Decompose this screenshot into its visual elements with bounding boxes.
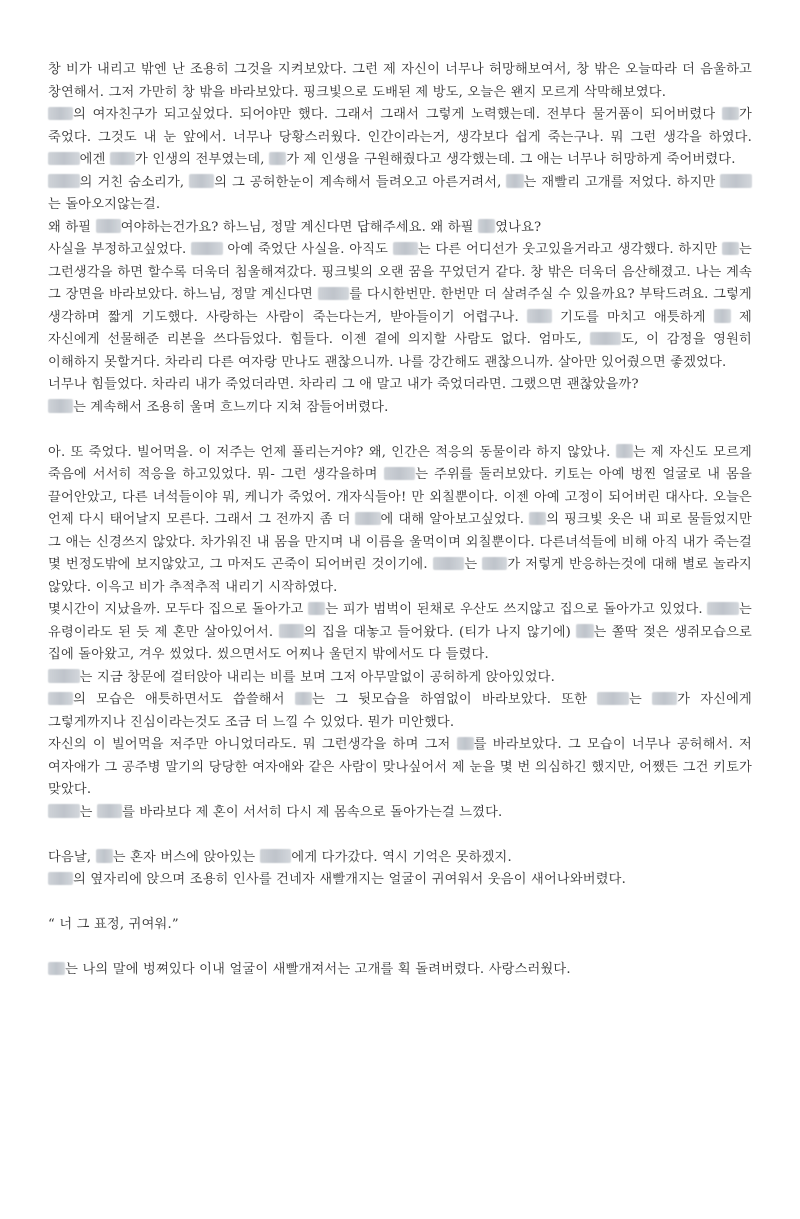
redacted-name [393,242,418,256]
redacted-name [48,152,80,166]
paragraph: 몇시간이 지났을까. 모두다 집으로 돌아가고 는 피가 범벅이 된채로 우산도 쓰지않고 집으로 돌아가고 있었다. 는 유령이라도 된 듯 제 혼만 살아있어서. 의 집을 대놓고 들어왔다. (티가 나지 않기에) 는 쫄딱 젖은 생쥐모습으로 집에 돌아왔고, 겨우 씼었다. 씼으면서도 어찌나 울던지 밖에서도 다 들렸다. [48,602,752,662]
redacted-name [48,107,73,121]
redacted-name [48,669,80,683]
redacted-name [478,219,495,233]
redacted-name [48,692,73,706]
paragraph-gap [48,824,752,847]
paragraph: 의 옆자리에 앉으며 조용히 인사를 건네자 새빨개지는 얼굴이 귀여워서 웃음이 새어나와버렸다. [48,869,752,892]
redacted-name [597,692,629,706]
paragraph: 는 계속해서 조용히 울며 흐느끼다 지쳐 잠들어버렸다. [48,397,752,420]
paragraph: 사실을 부정하고싶었다. 아예 죽었단 사실을. 아직도 는 다른 어디선가 웃고있을거라고 생각했다. 하지만 는 그런생각을 하면 할수록 더욱더 침울해져갔다. 핑크빛의 오랜 꿈을 꾸었던거 같다. 창 밖은 더욱더 음산해졌고. 나는 계속 그 장면을 바라보았다. 하느님, 정말 계신다면 를 다시한번만. 한번만 더 살려주실 수 있을까요? 부탁드려요. 그렇게 생각하며 짧게 기도했다. 사랑하는 사람이 죽는다는거, 받아들이기 어렵구나. 기도를 마치고 애틋하게 제 자신에게 선물해준 리본을 쓰다듬었다. 힘들다. 이젠 곁에 의지할 사람도 없다. 엄마도, 도, 이 감정을 영원히 이해하지 못할거다. 차라리 다른 여자랑 만나도 괜찮으니까. 나를 강간해도 괜찮으니까. 살아만 있어줬으면 좋겠었다. [48,242,752,370]
redacted-name [707,602,739,616]
paragraph: 자신의 이 빌어먹을 저주만 아니었더라도. 뭐 그런생각을 하며 그저 를 바라보았다. 그 모습이 너무나 공허해서. 저 여자애가 그 공주병 말기의 당당한 여자애와 같은 사람이 맞나싶어서 제 눈을 몇 번 의심하긴 했지만, 어쨌든 그건 키토가 맞았다. [48,737,752,797]
paragraph: 창 비가 내리고 밖엔 난 조용히 그것을 지켜보았다. 그런 제 자신이 너무나 허망해보여서, 창 밖은 오늘따라 더 음울하고 창연해서. 그저 가만히 창 밖을 바라보았다. 핑크빛으로 도배된 제 방도, 오늘은 왠지 모르게 삭막해보였다. [48,62,752,100]
redacted-name [529,512,546,526]
redacted-name [96,219,121,233]
redacted-name [48,872,73,886]
redacted-name [527,309,552,323]
redacted-name [269,152,286,166]
redacted-name [191,242,223,256]
redacted-name [576,624,593,638]
paragraph: 의 모습은 애틋하면서도 씁쓸해서 는 그 뒷모습을 하염없이 바라보았다. 또한 는 가 자신에게 그렇게까지나 진심이라는것도 조금 더 느낄 수 있었다. 뭔가 미안했다. [48,692,752,730]
paragraph-gap [48,892,752,915]
redacted-name [616,444,633,458]
paragraph: “ 너 그 표정, 귀여워.” [48,917,179,932]
redacted-name [48,399,73,413]
redacted-name [318,287,350,301]
redacted-name [48,962,65,976]
redacted-name [96,849,113,863]
redacted-name [279,624,304,638]
redacted-name [720,174,752,188]
redacted-name [308,602,325,616]
paragraph: 의 거친 숨소리가, 의 그 공허한눈이 계속해서 들려오고 아른거려서, 는 재빨리 고개를 저었다. 하지만 는 돌아오지않는걸. [48,172,752,217]
paragraph: 왜 하필 여야하는건가요? 하느님, 정말 계신다면 답해주세요. 왜 하필 였나요? [48,219,542,235]
redacted-name [110,152,135,166]
redacted-name [482,557,507,571]
redacted-name [714,309,731,323]
redacted-name [590,332,622,346]
redacted-name [48,174,80,188]
paragraph: 다음날, 는 혼자 버스에 앉아있는 에게 다가갔다. 역시 기억은 못하겠지. [48,849,512,865]
paragraph-gap [48,937,752,960]
redacted-name [722,107,739,121]
redacted-name [506,174,523,188]
paragraph: 는 를 바라보다 제 혼이 서서히 다시 제 몸속으로 돌아가는걸 느꼈다. [48,802,752,825]
redacted-name [652,692,677,706]
redacted-name [722,242,739,256]
paragraph-gap [48,419,752,442]
paragraph: 의 여자친구가 되고싶었다. 되어야만 했다. 그래서 그래서 그렇게 노력했는데. 전부다 물거품이 되어버렸다 가 죽었다. 그것도 내 눈 앞에서. 너무나 당황스러웠다. 인간이라는거, 생각보다 쉽게 죽는구나. 뭐 그런 생각을 하였다. 에겐 가 인생의 전부였는데, 가 제 인생을 구원해줬다고 생각했는데. 그 애는 너무나 허망하게 죽어버렸다. [48,107,752,167]
redacted-name [260,849,292,863]
redacted-name [355,512,380,526]
paragraph: 너무나 힘들었다. 차라리 내가 죽었더라면. 차라리 그 애 말고 내가 죽었더라면. 그랬으면 괜찮았을까? [48,377,639,392]
redacted-name [97,804,122,818]
redacted-name [295,692,312,706]
document-body [48,59,752,982]
redacted-name [457,737,474,751]
paragraph: 는 나의 말에 벙쪄있다 이내 얼굴이 새빨개져서는 고개를 획 돌려버렸다. 사랑스러웠다. [48,959,752,982]
redacted-name [433,557,465,571]
paragraph: 는 지금 창문에 걸터앉아 내리는 비를 보며 그저 아무말없이 공허하게 앉아있었다. [48,667,752,690]
redacted-name [48,804,80,818]
redacted-name [384,467,416,481]
redacted-name [189,174,214,188]
paragraph: 아. 또 죽었다. 빌어먹을. 이 저주는 언제 풀리는거야? 왜, 인간은 적응의 동물이라 하지 않았나. 는 제 자신도 모르게 죽음에 서서히 적응을 하고있었다. 뭐- 그런 생각을하며 는 주위를 둘러보았다. 키토는 아예 벙찐 얼굴로 내 몸을 끌어안았고, 다른 녀석들이야 뭐, 케니가 죽었어. 개자식들아! 만 외칠뿐이다. 이젠 아예 고정이 되어버린 대사다. 오늘은 언제 다시 태어날지 모른다. 그래서 그 전까지 좀 더 에 대해 알아보고싶었다. 의 핑크빛 옷은 내 피로 물들었지만 그 애는 신경쓰지 않았다. 차가워진 내 몸을 만지며 내 이름을 울먹이며 외칠뿐이다. 다른녀석들에 비해 아직 내가 죽는걸 몇 번정도밖에 보지않았고, 그 마저도 곤죽이 되어버린 것이기에. 는 가 저렇게 반응하는것에 대해 별로 놀라지 않았다. 이윽고 비가 추적추적 내리기 시작하였다. [48,444,753,595]
